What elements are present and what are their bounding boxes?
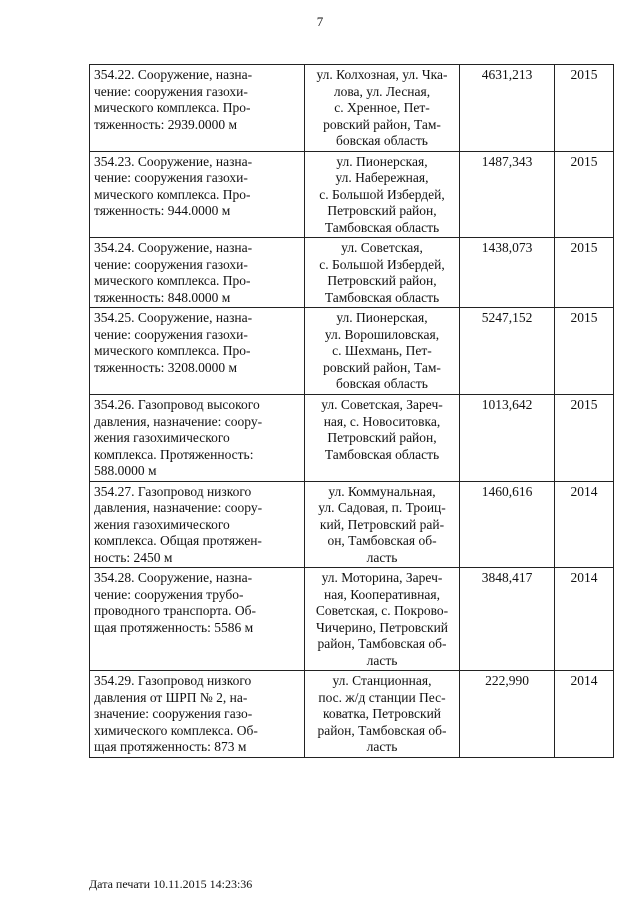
page-number: 7: [316, 14, 324, 29]
address-line: ул. Станционная,: [332, 673, 432, 688]
description-line: 354.27. Газопровод низкого: [94, 483, 252, 499]
description-line: 354.24. Сооружение, назна-: [94, 240, 253, 255]
description-line: давления, назначение: соору-: [94, 500, 263, 515]
address-line: ласть: [366, 549, 398, 565]
description-line: мического комплекса. Про-: [94, 273, 251, 288]
address-line: Советская, с. Покрово-: [315, 603, 449, 618]
address-line: ласть: [366, 652, 398, 668]
property-table-body: [90, 65, 614, 758]
address-cell: [305, 238, 460, 308]
description-line: мического комплекса. Про-: [94, 186, 251, 202]
description-line: чение: сооружения газохи-: [94, 83, 248, 99]
address-line: ул. Колхозная, ул. Чка-: [316, 67, 448, 82]
description-line: 354.28. Сооружение, назна-: [94, 570, 253, 585]
description-line: 354.26. Газопровод высокого: [94, 397, 260, 412]
address-line: с. Шехмань, Пет-: [332, 343, 432, 358]
address-line: Чичерино, Петровский: [315, 619, 449, 635]
value-cell: 4631,213: [460, 65, 555, 152]
property-table: [89, 64, 614, 758]
address-line: Петровский район,: [327, 203, 437, 218]
table-row: [90, 395, 614, 482]
address-line: кий, Петровский рай-: [319, 516, 445, 532]
description-line: 588.0000 м: [94, 463, 157, 478]
year-cell: 2015: [555, 395, 614, 482]
description-line: 354.29. Газопровод низкого: [94, 673, 252, 688]
description-cell: [90, 395, 305, 482]
address-line: Петровский район,: [327, 273, 437, 288]
address-line: ровский район, Там-: [323, 116, 441, 132]
address-line: ная, Кооперативная,: [324, 586, 440, 602]
description-line: ность: 2450 м: [94, 549, 173, 565]
address-line: ная, с. Новоситовка,: [323, 413, 441, 429]
address-line: ласть: [366, 739, 398, 754]
address-line: ул. Пионерская,: [336, 153, 428, 169]
description-cell: [90, 151, 305, 238]
address-cell: [305, 151, 460, 238]
year-cell: 2015: [555, 151, 614, 238]
description-line: 354.25. Сооружение, назна-: [94, 310, 253, 325]
description-cell: [90, 238, 305, 308]
description-line: 354.22. Сооружение, назна-: [94, 67, 253, 82]
table-row: [90, 568, 614, 671]
description-line: щая протяженность: 873 м: [94, 739, 247, 754]
description-line: чение: сооружения газохи-: [94, 170, 248, 185]
description-line: давления от ШРП № 2, на-: [94, 689, 248, 705]
description-line: проводного транспорта. Об-: [94, 603, 257, 618]
description-cell: [90, 671, 305, 758]
address-line: ул. Советская,: [341, 240, 423, 255]
description-line: чение: сооружения газохи-: [94, 256, 248, 272]
year-cell: 2015: [555, 65, 614, 152]
year-cell: 2015: [555, 308, 614, 395]
address-line: Тамбовская область: [324, 219, 440, 235]
description-cell: [90, 481, 305, 568]
description-line: комплекса. Протяженность:: [94, 446, 254, 462]
print-date-footer: Дата печати 10.11.2015 14:23:36: [89, 877, 253, 891]
address-line: лова, ул. Лесная,: [333, 83, 431, 99]
value-cell: 3848,417: [460, 568, 555, 671]
address-line: коватка, Петровский: [322, 706, 442, 721]
value-cell: 1460,616: [460, 481, 555, 568]
table-row: [90, 238, 614, 308]
address-cell: [305, 481, 460, 568]
value-cell: 222,990: [460, 671, 555, 758]
description-line: значение: сооружения газо-: [94, 706, 253, 721]
address-line: с. Хренное, Пет-: [334, 100, 430, 115]
description-cell: [90, 308, 305, 395]
address-line: ул. Ворошиловская,: [324, 326, 440, 342]
address-line: бовская область: [336, 133, 428, 148]
table-row: [90, 65, 614, 152]
address-line: он, Тамбовская об-: [327, 533, 437, 548]
description-line: щая протяженность: 5586 м: [94, 619, 254, 635]
description-cell: [90, 568, 305, 671]
value-cell: 1438,073: [460, 238, 555, 308]
address-line: Петровский район,: [327, 430, 437, 445]
address-line: с. Большой Избердей,: [319, 186, 445, 202]
description-line: комплекса. Общая протяжен-: [94, 533, 262, 548]
address-cell: [305, 395, 460, 482]
address-cell: [305, 65, 460, 152]
address-cell: [305, 568, 460, 671]
description-line: тяженность: 944.0000 м: [94, 203, 231, 218]
value-cell: 1013,642: [460, 395, 555, 482]
description-line: мического комплекса. Про-: [94, 343, 251, 358]
description-line: химического комплекса. Об-: [94, 722, 258, 738]
address-line: ровский район, Там-: [323, 359, 441, 375]
description-line: чение: сооружения газохи-: [94, 326, 248, 342]
description-line: мического комплекса. Про-: [94, 100, 251, 115]
year-cell: 2015: [555, 238, 614, 308]
description-line: жения газохимического: [94, 430, 230, 445]
description-line: давления, назначение: соору-: [94, 413, 263, 429]
address-cell: [305, 671, 460, 758]
address-line: бовская область: [336, 376, 428, 391]
value-cell: 5247,152: [460, 308, 555, 395]
description-cell: [90, 65, 305, 152]
value-cell: 1487,343: [460, 151, 555, 238]
address-line: Тамбовская область: [324, 446, 440, 462]
address-line: ул. Садовая, п. Троиц-: [318, 500, 446, 515]
description-line: чение: сооружения трубо-: [94, 586, 244, 602]
table-row: [90, 308, 614, 395]
address-cell: [305, 308, 460, 395]
description-line: тяженность: 3208.0000 м: [94, 359, 238, 375]
address-line: пос. ж/д станции Пес-: [318, 689, 446, 705]
address-line: Тамбовская область: [324, 289, 440, 305]
table-row: [90, 481, 614, 568]
table-row: [90, 151, 614, 238]
description-line: тяженность: 848.0000 м: [94, 289, 231, 305]
year-cell: 2014: [555, 671, 614, 758]
address-line: ул. Коммунальная,: [328, 483, 436, 499]
description-line: жения газохимического: [94, 516, 230, 532]
address-line: ул. Советская, Зареч-: [321, 397, 443, 412]
table-row: [90, 671, 614, 758]
address-line: с. Большой Избердей,: [319, 256, 445, 272]
address-line: ул. Пионерская,: [336, 310, 428, 325]
address-line: район, Тамбовская об-: [317, 722, 447, 738]
address-line: район, Тамбовская об-: [317, 636, 447, 651]
year-cell: 2014: [555, 568, 614, 671]
description-line: 354.23. Сооружение, назна-: [94, 153, 253, 169]
description-line: тяженность: 2939.0000 м: [94, 116, 238, 132]
address-line: ул. Моторина, Зареч-: [321, 570, 443, 585]
address-line: ул. Набережная,: [335, 170, 429, 185]
year-cell: 2014: [555, 481, 614, 568]
